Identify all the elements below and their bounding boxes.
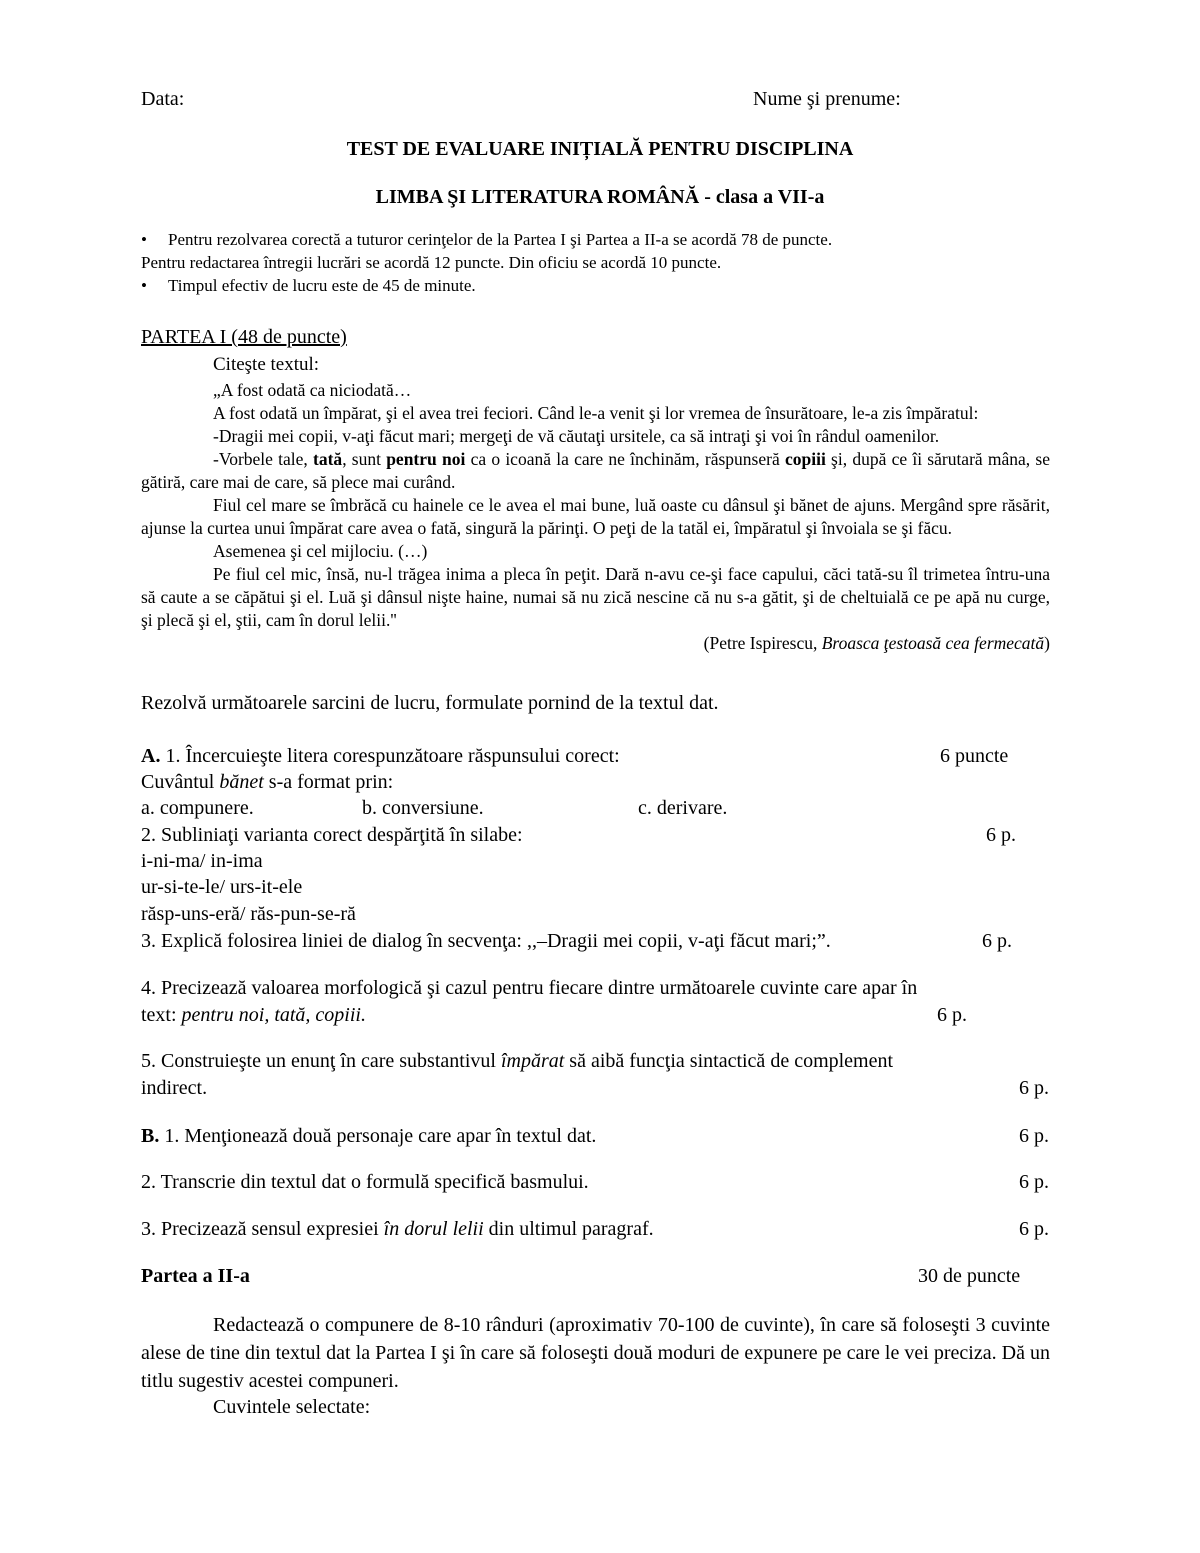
- syllable-row-3: răsp-uns-eră/ răs-pun-se-ră: [141, 903, 356, 925]
- task-a4-points: 6 p.: [937, 1004, 967, 1026]
- part-2-task: Redactează o compunere de 8-10 rânduri (aproximativ 70-100 de cuvinte), în care să foloseşti 3 cuvinte alese de tine din textul dat la Partea I şi în care să foloseşti două moduri de expunere pe care le vei preciza. Dă un titlu sugestiv acestei compuneri.: [141, 1314, 1050, 1392]
- option-b: b. conversiune.: [362, 797, 484, 819]
- tasks-intro: Rezolvă următoarele sarcini de lucru, formulate pornind de la textul dat.: [141, 692, 719, 714]
- bold-word-tata: tată: [313, 449, 343, 469]
- task-a4-line-2: [141, 1004, 366, 1027]
- task-text: 3. Precizează sensul expresiei: [141, 1218, 384, 1240]
- source-text: (Petre Ispirescu,: [703, 633, 822, 653]
- option-c: c. derivare.: [638, 797, 728, 819]
- name-label: Nume şi prenume:: [753, 88, 901, 110]
- instruction-1-line-2: Pentru redactarea întregii lucrări se acordă 12 puncte. Din oficiu se acordă 10 puncte.: [141, 253, 722, 272]
- story-text-segment: , sunt: [342, 449, 387, 469]
- task-b2: 2. Transcrie din textul dat o formulă specifică basmului.: [141, 1171, 589, 1193]
- task-a1-text: 1. Încercuieşte litera corespunzătoare răspunsului corect:: [160, 745, 620, 767]
- source-title: Broasca ţestoasă cea fermecată: [821, 633, 1045, 653]
- task-b1: [141, 1125, 596, 1148]
- italic-word-imparat: împărat: [500, 1050, 565, 1072]
- task-text: să aibă funcţia sintactică de complement: [564, 1050, 894, 1072]
- story-text-segment: şi, după ce îi sărutară mâna, se gătiră, care mai de care, să plece mai curând.: [141, 449, 1050, 492]
- task-a5-line-1: [141, 1050, 893, 1073]
- story-paragraph-5: Fiul cel mare se îmbrăcă cu hainele ce le avea el mai bune, luă oaste cu dânsul şi bănet de ajuns. Mergând spre răsărit, ajunse la curtea unui împărat care avea o fată, singură la părinţi. O peţi de la tatăl ei, împăratul şi învoiala se şi făcu.: [141, 495, 1050, 538]
- section-b-label: B.: [141, 1125, 160, 1147]
- story-paragraph-6: Asemenea şi cel mijlociu. (…): [213, 541, 428, 561]
- task-b1-points: 6 p.: [1019, 1125, 1049, 1147]
- read-label: Citeşte textul:: [213, 354, 320, 375]
- story-paragraph-2: A fost odată un împărat, şi el avea trei feciori. Când le-a venit şi lor vremea de însurătoare, le-a zis împăratul:: [213, 403, 979, 423]
- task-a5-line-2: indirect.: [141, 1077, 208, 1099]
- bold-word-copiii: copiii: [784, 449, 826, 469]
- task-a3-points: 6 p.: [982, 930, 1012, 952]
- task-a3: 3. Explică folosirea liniei de dialog în secvenţa: ,,–Dragii mei copii, v-aţi făcut mari;”.: [141, 930, 831, 952]
- story-paragraph-7: Pe fiul cel mic, însă, nu-l trăgea inima a pleca în peţit. Dară n-avu ce-şi face capului, căci tată-su îl trimetea întru-una să caute a se căpătui şi el. Luă şi dânsul nişte haine, numai să nu zică nescine că nu s-a gătit, şi de cheltuială ce pe apă nu curge, şi plecă şi el, ştii, cam în dorul lelii.'': [141, 564, 1050, 630]
- task-a4-line-1: 4. Precizează valoarea morfologică şi cazul pentru fiecare dintre următoarele cuvinte care apar în: [141, 977, 918, 999]
- story-text-segment: ca o icoană la care ne închinăm, răspunseră: [465, 449, 785, 469]
- task-b3: [141, 1218, 654, 1241]
- syllable-row-1: i-ni-ma/ in-ima: [141, 850, 263, 872]
- italic-words: pentru noi, tată, copiii.: [181, 1004, 366, 1026]
- story-source: [141, 632, 1050, 655]
- source-text: ): [1044, 633, 1050, 653]
- task-b2-points: 6 p.: [1019, 1171, 1049, 1193]
- story-paragraph-4: [141, 448, 1050, 494]
- section-a-label: A.: [141, 745, 161, 767]
- italic-word-banet: bănet: [219, 771, 264, 793]
- task-b1-text: 1. Menţionează două personaje care apar în textul dat.: [159, 1125, 597, 1147]
- task-a1-line-2: [141, 771, 393, 794]
- story-paragraph-1: „A fost odată ca niciodată…: [213, 380, 412, 400]
- bold-word-pentru-noi: pentru noi: [386, 449, 466, 469]
- instruction-bullet-2: •: [141, 276, 147, 295]
- instruction-1-line-1: Pentru rezolvarea corectă a tuturor cerinţelor de la Partea I şi Partea a II-a se acordă 78 de puncte.: [168, 230, 833, 249]
- italic-phrase: în dorul lelii: [383, 1218, 484, 1240]
- task-a1-points: 6 puncte: [940, 745, 1009, 767]
- instruction-bullet-1: •: [141, 230, 147, 249]
- option-a: a. compunere.: [141, 797, 254, 819]
- task-text: Cuvântul: [141, 771, 220, 793]
- task-a1: [141, 745, 620, 768]
- story-text-segment: -Vorbele tale,: [213, 449, 314, 469]
- date-label: Data:: [141, 88, 185, 110]
- task-text: text:: [141, 1004, 182, 1026]
- part-2-points: 30 de puncte: [918, 1265, 1021, 1287]
- task-a5-points: 6 p.: [1019, 1077, 1049, 1099]
- part-2-heading: Partea a II-a: [141, 1265, 250, 1287]
- task-text: 5. Construieşte un enunţ în care substantivul: [141, 1050, 501, 1072]
- task-b3-points: 6 p.: [1019, 1218, 1049, 1240]
- task-text: din ultimul paragraf.: [483, 1218, 654, 1240]
- part-1-heading: PARTEA I (48 de puncte): [141, 326, 347, 348]
- selected-words-label: Cuvintele selectate:: [213, 1396, 371, 1418]
- task-text: s-a format prin:: [263, 771, 394, 793]
- title-line-2: LIMBA ŞI LITERATURA ROMÂNĂ - clasa a VII-a: [375, 186, 825, 208]
- story-paragraph-3: -Dragii mei copii, v-aţi făcut mari; mergeţi de vă căutaţi ursitele, ca să intraţi şi voi în rândul oamenilor.: [213, 426, 940, 446]
- syllable-row-2: ur-si-te-le/ urs-it-ele: [141, 876, 303, 898]
- title-line-1: TEST DE EVALUARE INIȚIALĂ PENTRU DISCIPLINA: [346, 138, 854, 160]
- story-text: [141, 379, 1050, 655]
- task-a2-points: 6 p.: [986, 824, 1016, 846]
- instruction-2: Timpul efectiv de lucru este de 45 de minute.: [168, 276, 476, 295]
- task-a2: 2. Subliniaţi varianta corect despărţită în silabe:: [141, 824, 523, 846]
